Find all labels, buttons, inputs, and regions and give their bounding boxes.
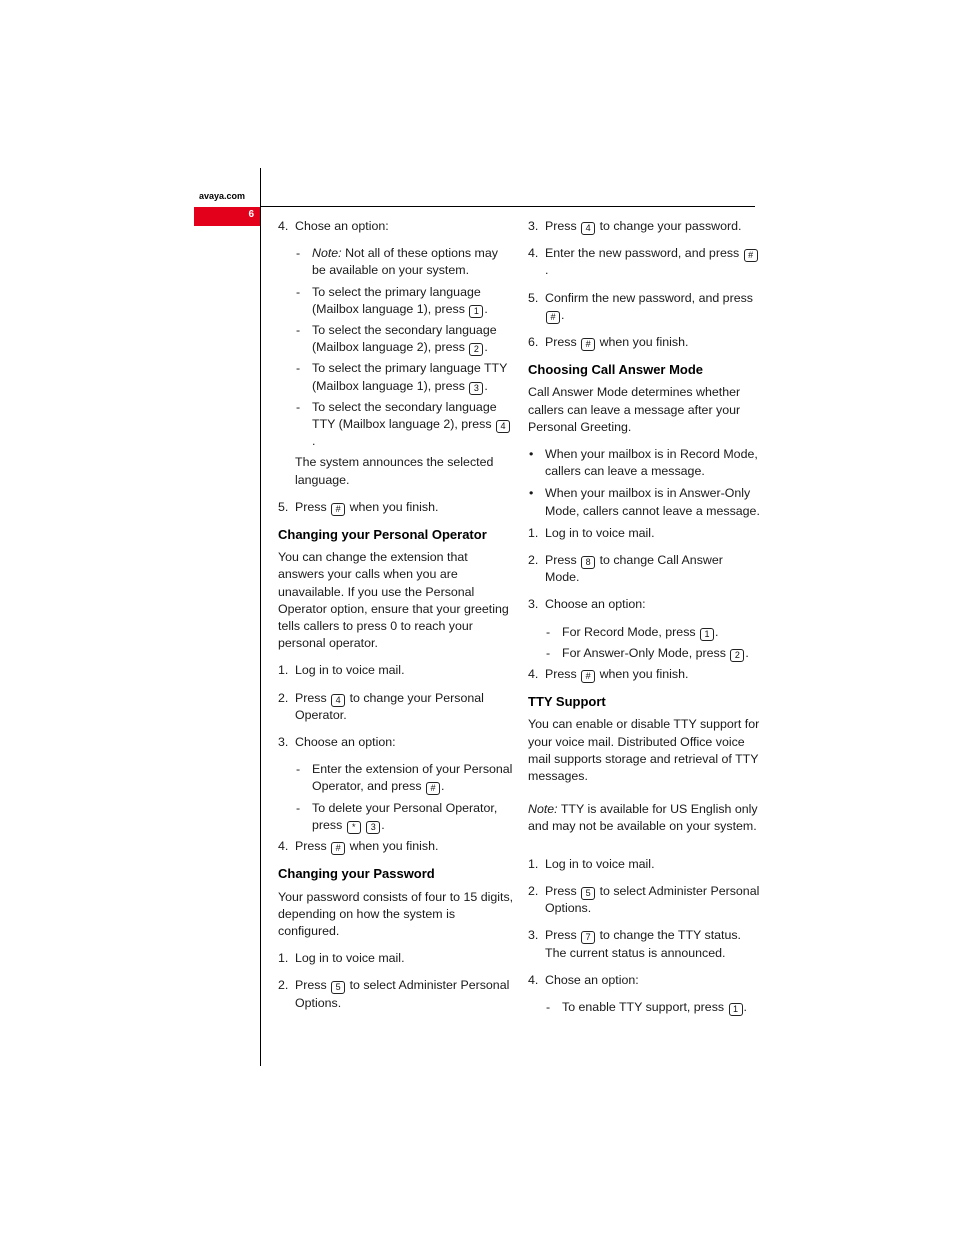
site-label: avaya.com — [199, 191, 246, 201]
pw-step-6: 6. Press # when you finish. — [528, 335, 689, 350]
cam-option-record: - For Record Mode, press 1 . — [546, 624, 719, 639]
pw-step-4: 4. Enter the new password, and press #. — [528, 245, 760, 279]
header-rule — [260, 206, 755, 207]
op-option-enter: - Enter the extension of your Personal Operator, and press # . — [296, 762, 513, 794]
cam-step-2: 2. Press 8 to change Call Answer Mode. — [528, 553, 723, 585]
op-option-delete: - To delete your Personal Operator, press * 3 . — [296, 800, 498, 832]
keypad-3-icon: 3 — [469, 382, 483, 395]
cam-step-4: 4. Press # when you finish. — [528, 667, 689, 682]
keypad-1-icon: 1 — [729, 1003, 743, 1016]
op-step-2: 2. Press 4 to change your Personal Operator. — [278, 690, 484, 722]
tty-step-4: 4. Chose an option: — [528, 972, 639, 987]
tty-note: Note: TTY is available for US English only and may not be available on your system. — [528, 802, 758, 834]
keypad-hash-icon: # — [744, 249, 758, 262]
cam-step-1: 1. Log in to voice mail. — [528, 525, 655, 540]
personal-operator-intro: You can change the extension that answers your calls when you are unavailable. If you use the Personal Operator option, ensure that your greeting tells callers to press 0 to reach your personal operator. — [278, 550, 509, 651]
heading-call-answer-mode: Choosing Call Answer Mode — [528, 362, 704, 378]
keypad-4-icon: 4 — [331, 694, 345, 707]
step-4-language: 4. Chose an option: — [278, 219, 389, 233]
keypad-1-icon: 1 — [700, 628, 714, 641]
keypad-3-icon: 3 — [366, 821, 380, 834]
option-secondary-tty: - To select the secondary language TTY (Mailbox language 2), press 4. — [278, 399, 514, 451]
password-intro: Your password consists of four to 15 digits, depending on how the system is configured. — [278, 889, 514, 938]
keypad-hash-icon: # — [331, 842, 345, 855]
tty-step-3: 3. Press 7 to change the TTY status. The current status is announced. — [528, 928, 742, 960]
tty-step-2: 2. Press 5 to select Administer Personal Options. — [528, 883, 760, 916]
bullet-record-mode: • When your mailbox is in Record Mode, callers can leave a message. — [529, 447, 758, 479]
keypad-hash-icon: # — [331, 503, 345, 516]
heading-personal-operator: Changing your Personal Operator — [278, 527, 487, 543]
cam-step-3: 3. Choose an option: — [528, 597, 646, 612]
keypad-1-icon: 1 — [469, 305, 483, 318]
keypad-hash-icon: # — [581, 338, 595, 351]
margin-rule-vertical — [260, 168, 261, 1066]
keypad-8-icon: 8 — [581, 556, 595, 569]
tty-step-1: 1. Log in to voice mail. — [528, 856, 655, 871]
tty-option-enable: - To enable TTY support, press 1 . — [546, 999, 747, 1014]
keypad-hash-icon: # — [426, 782, 440, 795]
keypad-4-icon: 4 — [581, 222, 595, 235]
keypad-hash-icon: # — [546, 311, 560, 324]
keypad-hash-icon: # — [581, 670, 595, 683]
option-primary-tty: - To select the primary language TTY (Mailbox language 1), press 3 . — [296, 361, 508, 393]
heading-password: Changing your Password — [278, 866, 435, 882]
announce-text: The system announces the selected language. — [295, 455, 494, 487]
keypad-2-icon: 2 — [730, 649, 744, 662]
left-column — [278, 218, 514, 1022]
heading-tty-support: TTY Support — [528, 694, 606, 710]
keypad-5-icon: 5 — [581, 887, 595, 900]
op-step-4: 4. Press # when you finish. — [278, 839, 439, 854]
keypad-7-icon: 7 — [581, 931, 595, 944]
cam-option-answer-only: - For Answer-Only Mode, press 2 . — [546, 645, 749, 660]
pw-step-5: 5. Confirm the new password, and press # . — [528, 290, 753, 322]
tty-intro: You can enable or disable TTY support for your voice mail. Distributed Office voice mail supports storage and retrieval of TTY messages. — [528, 717, 760, 784]
option-secondary-language: - To select the secondary language (Mailbox language 2), press 2 . — [296, 323, 497, 355]
keypad-star-icon: * — [347, 821, 361, 834]
step-5-finish: 5. Press # when you finish. — [278, 499, 439, 514]
option-primary-language: - To select the primary language (Mailbox language 1), press 1 . — [296, 284, 488, 316]
option-note: - Note: Not all of these options may be available on your system. — [296, 246, 498, 278]
right-column — [528, 218, 760, 1020]
keypad-5-icon: 5 — [331, 981, 345, 994]
op-step-3: 3. Choose an option: — [278, 735, 396, 750]
bullet-answer-only-mode: • When your mailbox is in Answer-Only Mode, callers cannot leave a message. — [529, 486, 760, 518]
op-step-1: 1. Log in to voice mail. — [278, 663, 405, 678]
pw-step-1: 1. Log in to voice mail. — [278, 951, 405, 966]
call-answer-intro: Call Answer Mode determines whether callers can leave a message after your Personal Greeting. — [528, 385, 741, 434]
page-number-tab — [194, 207, 260, 226]
pw-step-2: 2. Press 5 to select Administer Personal Options. — [278, 978, 510, 1010]
page-number: 6 — [248, 209, 254, 220]
keypad-2-icon: 2 — [469, 343, 483, 356]
pw-step-3: 3. Press 4 to change your password. — [528, 219, 742, 233]
keypad-4-icon: 4 — [496, 420, 510, 433]
